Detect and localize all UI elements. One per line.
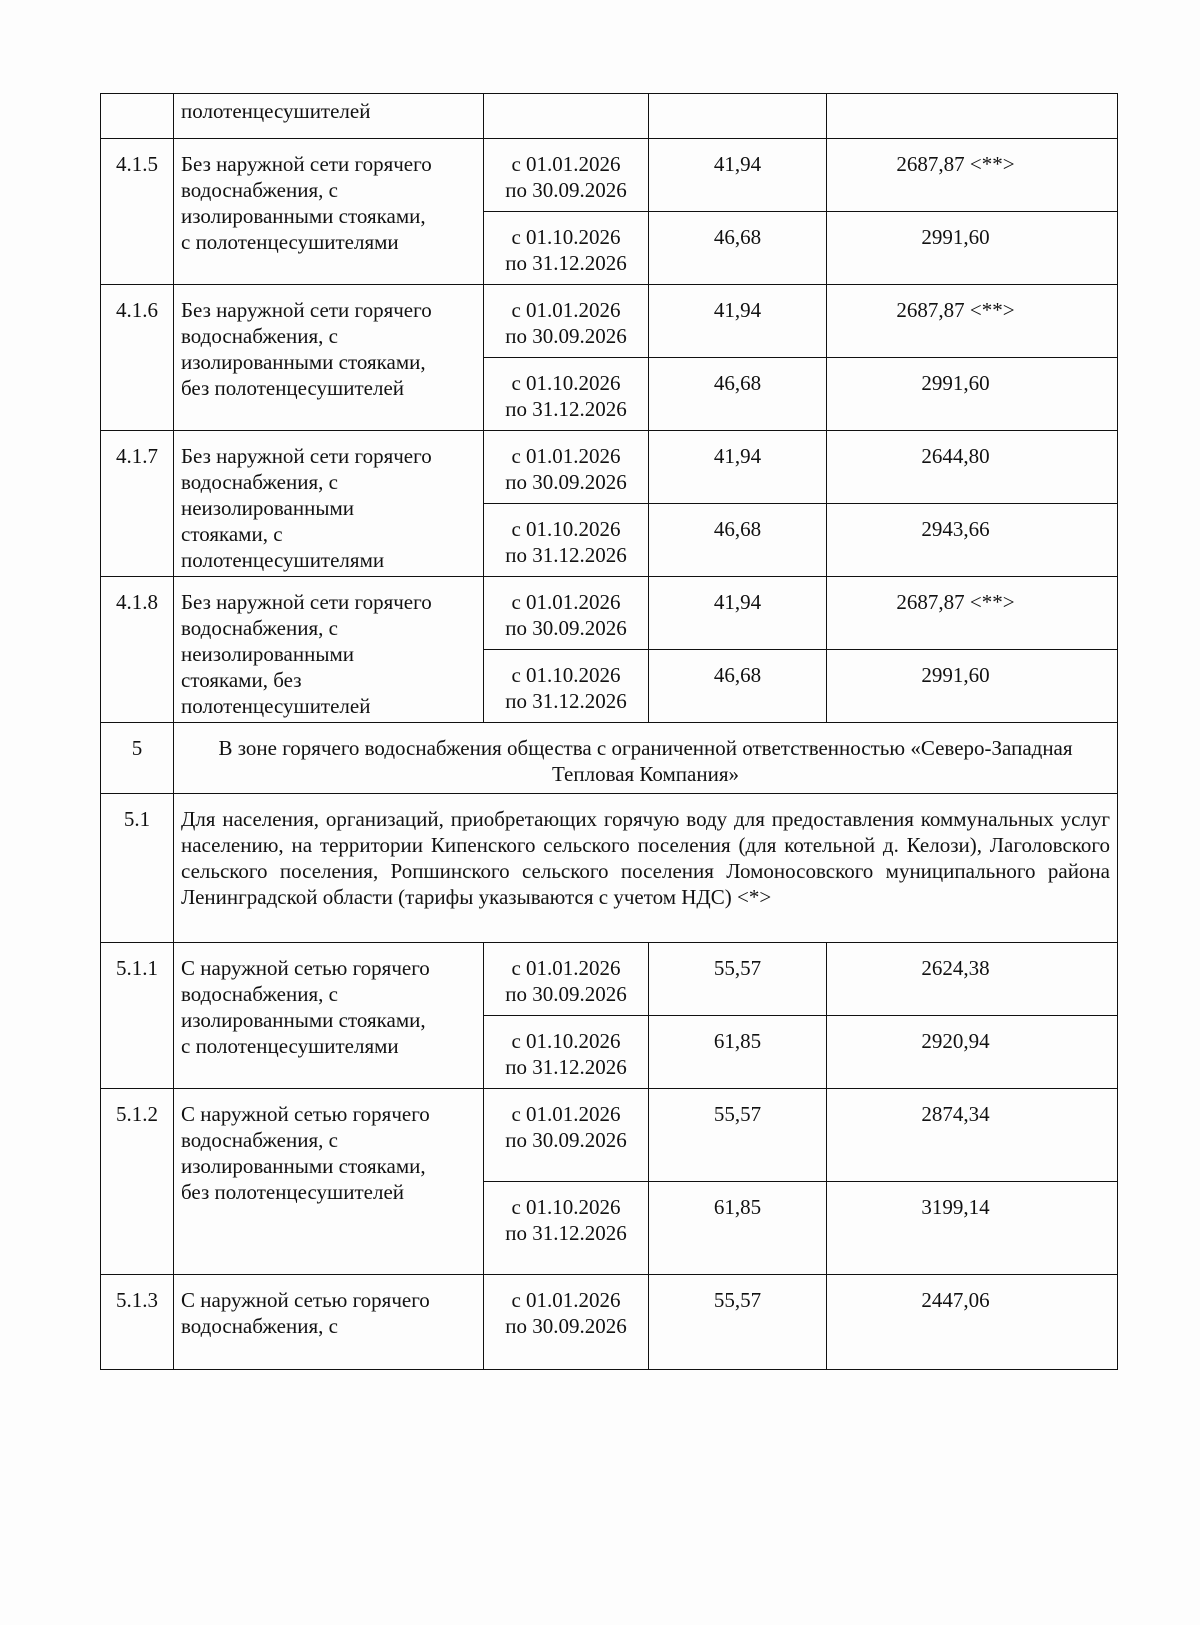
rate-cell: 41,94 — [649, 577, 827, 650]
tariff-table — [100, 93, 1118, 1370]
rate-cell: 61,85 — [649, 1182, 827, 1275]
row-number: 4.1.5 — [101, 139, 174, 285]
section-number: 5 — [101, 723, 174, 794]
rate-cell: 61,85 — [649, 1016, 827, 1089]
table-row — [101, 943, 1118, 1016]
table-row — [101, 1275, 1118, 1370]
tariff-cell: 2991,60 — [827, 212, 1118, 285]
rate-cell: 41,94 — [649, 431, 827, 504]
period-cell: с 01.10.2026 по 31.12.2026 — [484, 358, 649, 431]
tariff-cell: 2447,06 — [827, 1275, 1118, 1370]
period-cell: с 01.10.2026 по 31.12.2026 — [484, 212, 649, 285]
tariff-cell: 2943,66 — [827, 504, 1118, 577]
row-description: Без наружной сети горячего водоснабжения, с изолированными стояками, без полотенцесушителей — [174, 285, 484, 431]
tariff-cell: 2920,94 — [827, 1016, 1118, 1089]
rate-cell: 41,94 — [649, 139, 827, 212]
table-row — [101, 94, 1118, 139]
tariff-cell: 2874,34 — [827, 1089, 1118, 1182]
section-title: В зоне горячего водоснабжения общества с ограниченной ответственностью «Северо-Западная Тепловая Компания» — [174, 723, 1118, 794]
rate-cell: 41,94 — [649, 285, 827, 358]
rate-cell: 55,57 — [649, 1275, 827, 1370]
tariff-cell: 2687,87 <**> — [827, 139, 1118, 212]
row-number: 4.1.7 — [101, 431, 174, 577]
tariff-cell: 2687,87 <**> — [827, 577, 1118, 650]
rate-cell: 46,68 — [649, 650, 827, 723]
section-row — [101, 794, 1118, 943]
period-cell: с 01.10.2026 по 31.12.2026 — [484, 1182, 649, 1275]
section-number: 5.1 — [101, 794, 174, 943]
row-description: С наружной сетью горячего водоснабжения, с изолированными стояками, с полотенцесушителями — [174, 943, 484, 1089]
section-row — [101, 723, 1118, 794]
row-description: С наружной сетью горячего водоснабжения, с изолированными стояками, без полотенцесушителей — [174, 1089, 484, 1275]
row-number: 5.1.3 — [101, 1275, 174, 1370]
row-number: 4.1.6 — [101, 285, 174, 431]
tariff-cell: 2991,60 — [827, 650, 1118, 723]
tariff-cell: 2624,38 — [827, 943, 1118, 1016]
period-cell: с 01.01.2026 по 30.09.2026 — [484, 431, 649, 504]
period-cell: с 01.01.2026 по 30.09.2026 — [484, 1275, 649, 1370]
table-row — [101, 577, 1118, 650]
rate-cell: 46,68 — [649, 358, 827, 431]
rate-cell: 55,57 — [649, 943, 827, 1016]
table-row — [101, 285, 1118, 358]
period-cell: с 01.01.2026 по 30.09.2026 — [484, 577, 649, 650]
tariff-cell: 2687,87 <**> — [827, 285, 1118, 358]
period-cell: с 01.10.2026 по 31.12.2026 — [484, 650, 649, 723]
tariff-cell — [827, 94, 1118, 139]
period-cell — [484, 94, 649, 139]
row-number: 4.1.8 — [101, 577, 174, 723]
tariff-cell: 2991,60 — [827, 358, 1118, 431]
period-cell: с 01.01.2026 по 30.09.2026 — [484, 943, 649, 1016]
period-cell: с 01.01.2026 по 30.09.2026 — [484, 285, 649, 358]
table-row — [101, 431, 1118, 504]
table-row — [101, 139, 1118, 212]
rate-cell: 46,68 — [649, 504, 827, 577]
period-cell: с 01.01.2026 по 30.09.2026 — [484, 1089, 649, 1182]
row-description: С наружной сетью горячего водоснабжения, с — [174, 1275, 484, 1370]
rate-cell: 55,57 — [649, 1089, 827, 1182]
rate-cell: 46,68 — [649, 212, 827, 285]
rate-cell — [649, 94, 827, 139]
number-cell — [101, 94, 174, 139]
table-row — [101, 1089, 1118, 1182]
row-number: 5.1.1 — [101, 943, 174, 1089]
description-cell: полотенцесушителей — [174, 94, 484, 139]
section-description: Для населения, организаций, приобретающих горячую воду для предоставления коммунальных услуг населению, на территории Кипенского сельского поселения (для котельной д. Келози), Лаголовского сельского поселения, Ропшинского сельского поселения Ломоносовского муниципального района Ленинградской области (тарифы указываются с учетом НДС) <*> — [174, 794, 1118, 943]
row-description: Без наружной сети горячего водоснабжения, с неизолированными стояками, с полотенцесушителями — [174, 431, 484, 577]
tariff-cell: 2644,80 — [827, 431, 1118, 504]
period-cell: с 01.10.2026 по 31.12.2026 — [484, 1016, 649, 1089]
row-description: Без наружной сети горячего водоснабжения, с неизолированными стояками, без полотенцесушителей — [174, 577, 484, 723]
period-cell: с 01.01.2026 по 30.09.2026 — [484, 139, 649, 212]
row-description: Без наружной сети горячего водоснабжения, с изолированными стояками, с полотенцесушителями — [174, 139, 484, 285]
period-cell: с 01.10.2026 по 31.12.2026 — [484, 504, 649, 577]
row-number: 5.1.2 — [101, 1089, 174, 1275]
tariff-cell: 3199,14 — [827, 1182, 1118, 1275]
